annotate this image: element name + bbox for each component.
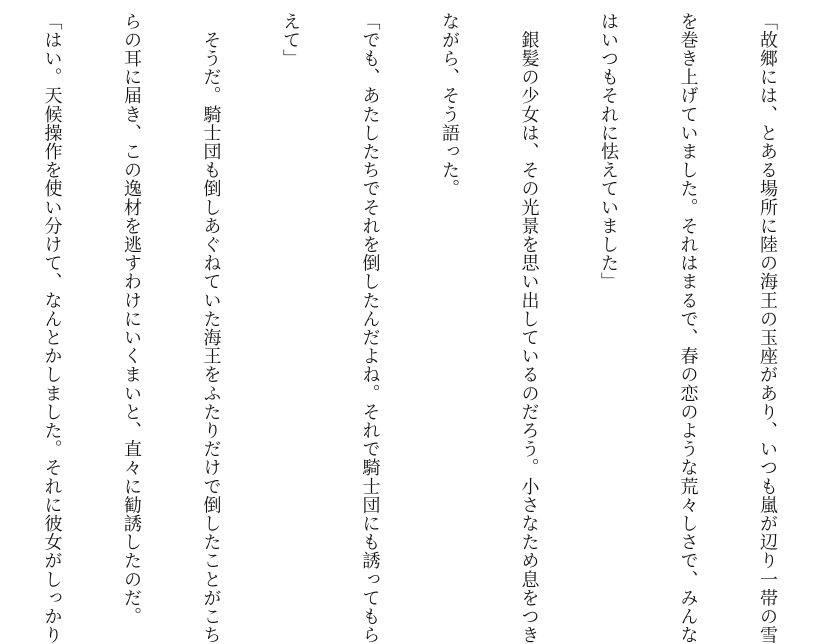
- text-line: 「故郷には、とある場所に陸の海王の玉座があり、いつも嵐が辺り一帯の雪: [757, 12, 778, 644]
- text-line: を巻き上げていました。それはまるで、春の恋のような荒々しさで、みんな: [677, 12, 699, 644]
- text-line: ながら、そう語った。: [439, 12, 460, 198]
- text-line: 「でも、あたしたちでそれを倒したんだよね。それで騎士団にも誘ってもら: [359, 12, 381, 644]
- text-line: はいつもそれに怯えていました」: [598, 12, 619, 291]
- text-line: えて」: [280, 12, 301, 68]
- text-line: 銀髪の少女は、その光景を思い出しているのだろう。小さなため息をつき: [518, 12, 540, 644]
- vertical-text-column-block: [0, 12, 833, 644]
- text-line: らの耳に届き、この逸材を逃すわけにいくまいと、直々に勧誘したのだ。: [121, 12, 142, 626]
- text-line: 「はい。天候操作を使い分けて、なんとかしました。それに彼女がしっかり: [41, 12, 63, 644]
- text-line: そうだ。騎士団も倒しあぐねていた海王をふたりだけで倒したことがこち: [200, 12, 222, 644]
